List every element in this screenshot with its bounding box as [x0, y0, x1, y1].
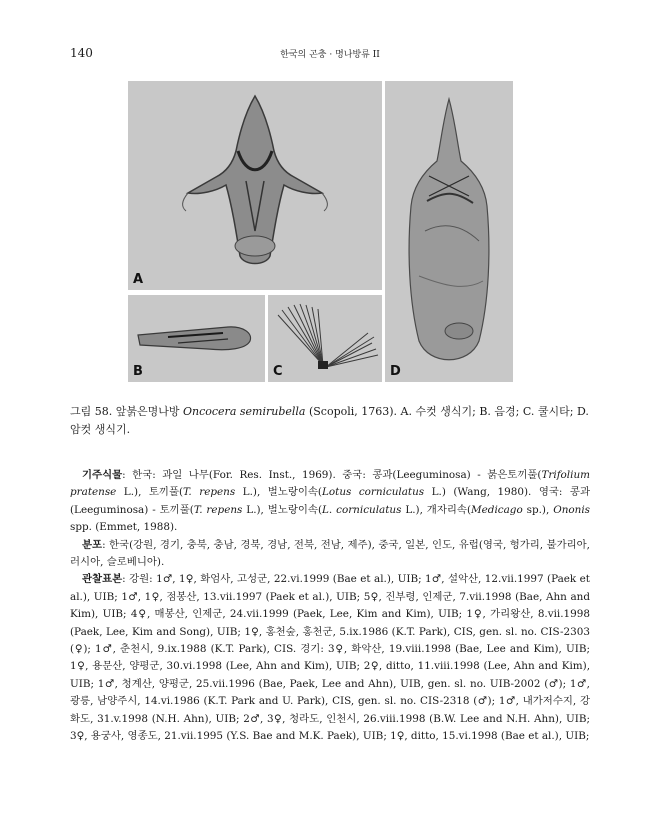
specimens-paragraph — [70, 571, 590, 745]
panel-label-d: D — [390, 364, 401, 379]
figure-panel-d — [385, 81, 513, 382]
host-plants-text: L.), 벌노랑이속( — [235, 486, 322, 499]
male-genitalia-photo — [128, 81, 382, 290]
taxon-name: T. repens — [183, 486, 236, 499]
panel-label-b: B — [133, 364, 143, 379]
caption-species: Oncocera semirubella — [183, 405, 306, 418]
host-plants-text: L.), 토끼풀( — [116, 486, 184, 499]
taxon-name: Medicago — [471, 503, 523, 516]
distribution-paragraph — [70, 537, 590, 572]
taxon-name: Trifolium pratense — [70, 469, 590, 499]
host-plants-paragraph — [70, 467, 590, 537]
distribution-heading: 분포 — [82, 538, 103, 551]
taxon-name: L. corniculatus — [322, 503, 402, 516]
taxon-name: Lotus corniculatus — [321, 486, 425, 499]
species-account — [70, 467, 590, 746]
figure-caption — [70, 403, 590, 439]
running-title: 한국의 곤충 · 명나방류 II — [280, 50, 380, 60]
figure-panel-b — [128, 295, 265, 382]
taxon-name: Ononis — [553, 503, 591, 516]
specimens-text: : 강원: 1♂, 1♀, 화엄사, 고성군, 22.vi.1999 (Bae et al.), UIB; 1♂, 설악산, 12.vii.1997 (Paek et al.), UIB; 1♂, 1♀, 점봉산, 13.vii.1997 (Paek et al.), UIB; 5♀, 진부령, 인제군, 7.vii.1998 (Bae, Ahn and Kim), UIB; 4♀, 매봉산, 인제군, 24.vii.1999 (Paek, Lee, Kim and Kim), UIB; 1♀, 가리왕산, 8.vii.1998 (Paek, Lee, Kim and Song), UIB; 1♀, 홍천숲, 홍천군, 5.ix.1986 (K.T. Park), CIS, gen. sl. no. CIS-2303 (♀); 1♂, 춘천시, 9.ix.1988 (K.T. Park), CIS. 경기: 3♀, 화악산, 19.viii.1998 (Bae, Lee and Kim), UIB; 1♀, 용문산, 양평군, 30.vi.1998 (Lee, Ahn and Kim), UIB; 2♀, ditto, 11.viii.1998 (Lee, Ahn and Kim), UIB; 1♂, 청계산, 양평군, 25.vii.1996 (Bae, Paek, Lee and Ahn), UIB, gen. sl. no. UIB-2002 (♂); 1♂, 광릉, 남양주시, 14.vi.1986 (K.T. Park and U. Park), CIS, gen. sl. no. CIS-2318 (♂); 1♂, 내가저수지, 강화도, 31.v.1998 (N.H. Ahn), UIB; 2♂, 3♀, 청라도, 인천시, 26.viii.1998 (B.W. Lee and N.H. Ahn), UIB; 3♀, 용궁사, 영종도, 21.vii.1995 (Y.S. Bae and M.K. Paek), UIB; 1♀, ditto, 15.vi.1998 (Bae et al.), UIB; — [70, 573, 590, 743]
host-plants-heading: 기주식물 — [82, 469, 123, 481]
host-plants-text: L.), 벌노랑이속( — [242, 503, 323, 516]
figure-panel-a — [128, 81, 382, 290]
host-plants-text: L.), 개자리속( — [401, 503, 472, 516]
aedeagus-photo — [128, 295, 265, 382]
host-plants-text: spp. (Emmet, 1988). — [70, 521, 178, 534]
caption-prefix: 그림 58. 앞붉은명나방 — [70, 405, 183, 418]
panel-label-a: A — [133, 272, 144, 287]
caption-suffix: (Scopoli, 1763). A. 수컷 생식기; B. 음경; C. 쿨시타; D. 암컷 생식기. — [70, 405, 589, 436]
specimens-heading: 관찰표본 — [82, 573, 123, 586]
distribution-text: : 한국(강원, 경기, 충북, 충남, 경북, 경남, 전북, 전남, 제주), 중국, 일본, 인도, 유럽(영국, 헝가리, 불가리아, 러시아, 슬로베니아). — [70, 538, 590, 569]
page-number: 140 — [70, 46, 93, 60]
host-plants-text: sp.), — [522, 503, 554, 516]
page-header — [70, 46, 590, 62]
female-genitalia-photo — [385, 81, 513, 382]
host-plants-text: : 한국: 과일 나무(For. Res. Inst., 1969). 중국: 콩과(Leeguminosa) - 붉은토끼풀( — [122, 469, 542, 481]
coremata-photo — [268, 295, 382, 382]
figure-panel-c — [268, 295, 382, 382]
host-plants-text: L.) (Wang, 1980). 영국: 콩과(Leeguminosa) - 토끼풀( — [70, 486, 590, 516]
taxon-name: T. repens — [193, 503, 243, 516]
panel-label-c: C — [273, 364, 283, 379]
